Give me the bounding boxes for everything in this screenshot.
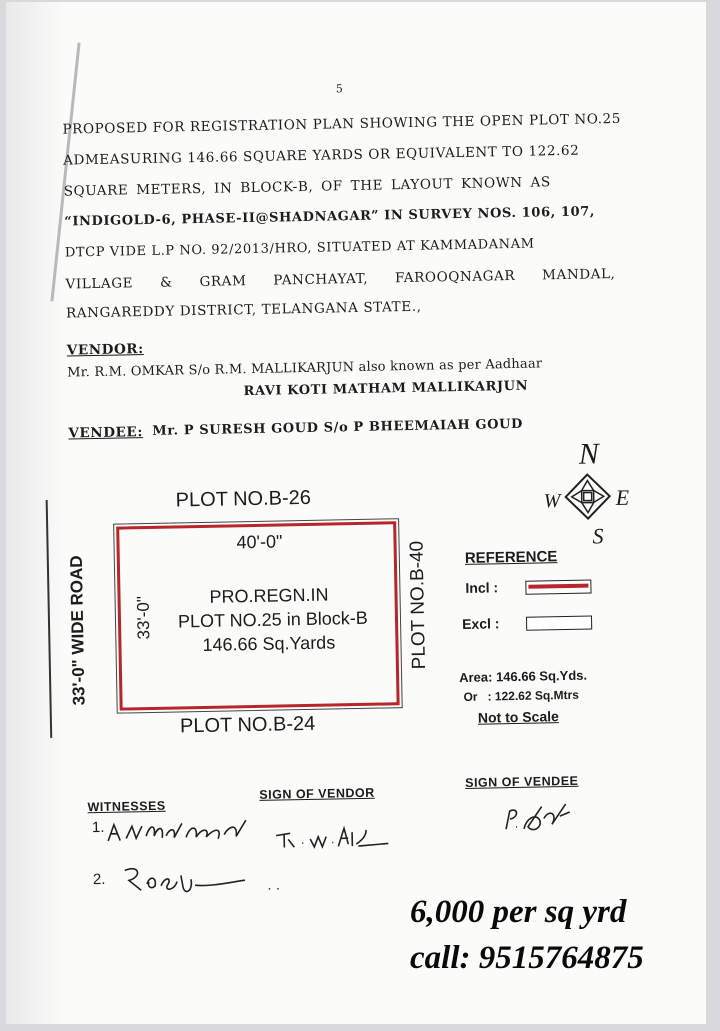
advert-phone: call: 9515764875	[410, 940, 644, 976]
vendor-line-2: RAVI KOTI MATHAM MALLIKARJUN	[243, 378, 529, 400]
plot-inner-line-1: PRO.REGN.IN	[209, 584, 329, 607]
vendee-signature	[501, 798, 574, 839]
south-plot-label: PLOT NO.B-24	[179, 712, 316, 738]
heading-line-1: PROPOSED FOR REGISTRATION PLAN SHOWING THE OPEN PLOT NO.25	[62, 110, 622, 138]
vendee-label: VENDEE:	[68, 424, 144, 442]
page-number: 5	[335, 82, 344, 96]
incl-label: Incl :	[465, 579, 499, 596]
plot-inner-line-2: PLOT NO.25 in Block-B	[177, 607, 368, 632]
incl-legend-swatch	[525, 580, 591, 595]
advert-price: 6,000 per sq yrd	[410, 894, 627, 930]
excl-label: Excl :	[461, 615, 500, 633]
document-page	[6, 2, 706, 1024]
witness-2-signature	[119, 860, 250, 896]
heading-line-2: ADMEASURING 146.66 SQUARE YARDS OR EQUIVALENT TO 122.62	[62, 142, 580, 169]
compass-south: S	[592, 523, 604, 549]
vendee-name: Mr. P SURESH GOUD S/o P BHEEMAIAH GOUD	[152, 416, 524, 439]
witnesses-label: WITNESSES	[87, 798, 166, 815]
witness-1-number: 1.	[91, 818, 105, 837]
excl-legend-swatch	[526, 616, 592, 631]
vendor-signature	[270, 819, 391, 853]
width-dimension: 40'-0"	[236, 531, 283, 553]
depth-dimension: 33'-0"	[133, 595, 154, 640]
sign-of-vendee-label: SIGN OF VENDEE	[465, 773, 579, 790]
west-road-label: 33'-0" WIDE ROAD	[66, 555, 89, 706]
vendor-label: VENDOR:	[66, 341, 144, 359]
heading-line-7: RANGAREDDY DISTRICT, TELANGANA STATE.,	[65, 298, 422, 322]
compass-north: N	[578, 437, 600, 471]
plot-inner-line-3: 146.66 Sq.Yards	[202, 632, 336, 655]
heading-line-6: VILLAGE & GRAM PANCHAYAT, FAROOQNAGAR MANDAL,	[65, 265, 616, 293]
witness-1-signature	[106, 814, 257, 849]
compass-east: E	[615, 484, 630, 511]
heading-line-4: “INDIGOLD-6, PHASE-II@SHADNAGAR” IN SURVEY NOS. 106, 107,	[64, 204, 596, 230]
sign-of-vendor-label: SIGN OF VENDOR	[259, 785, 375, 802]
heading-line-3: SQUARE METERS, IN BLOCK-B, OF THE LAYOUT KNOWN AS	[63, 174, 551, 200]
witness-2-number: 2.	[92, 870, 106, 889]
stray-marks: · ·	[266, 879, 281, 896]
compass-west: W	[543, 490, 561, 513]
scale-note: Not to Scale	[477, 708, 559, 726]
area-or-line: Or : 122.62 Sq.Mtrs	[463, 687, 580, 704]
vendor-line-1: Mr. R.M. OMKAR S/o R.M. MALLIKARJUN also known as per Aadhaar	[67, 356, 543, 381]
north-plot-label: PLOT NO.B-26	[175, 486, 312, 512]
compass-rose-icon	[563, 472, 612, 521]
reference-title: REFERENCE	[464, 548, 558, 567]
road-edge-line	[46, 500, 53, 738]
area-line: Area: 146.66 Sq.Yds.	[458, 667, 588, 686]
heading-line-5: DTCP VIDE L.P NO. 92/2013/HRO, SITUATED AT KAMMADANAM	[64, 236, 535, 261]
east-plot-label: PLOT NO.B-40	[406, 540, 430, 670]
